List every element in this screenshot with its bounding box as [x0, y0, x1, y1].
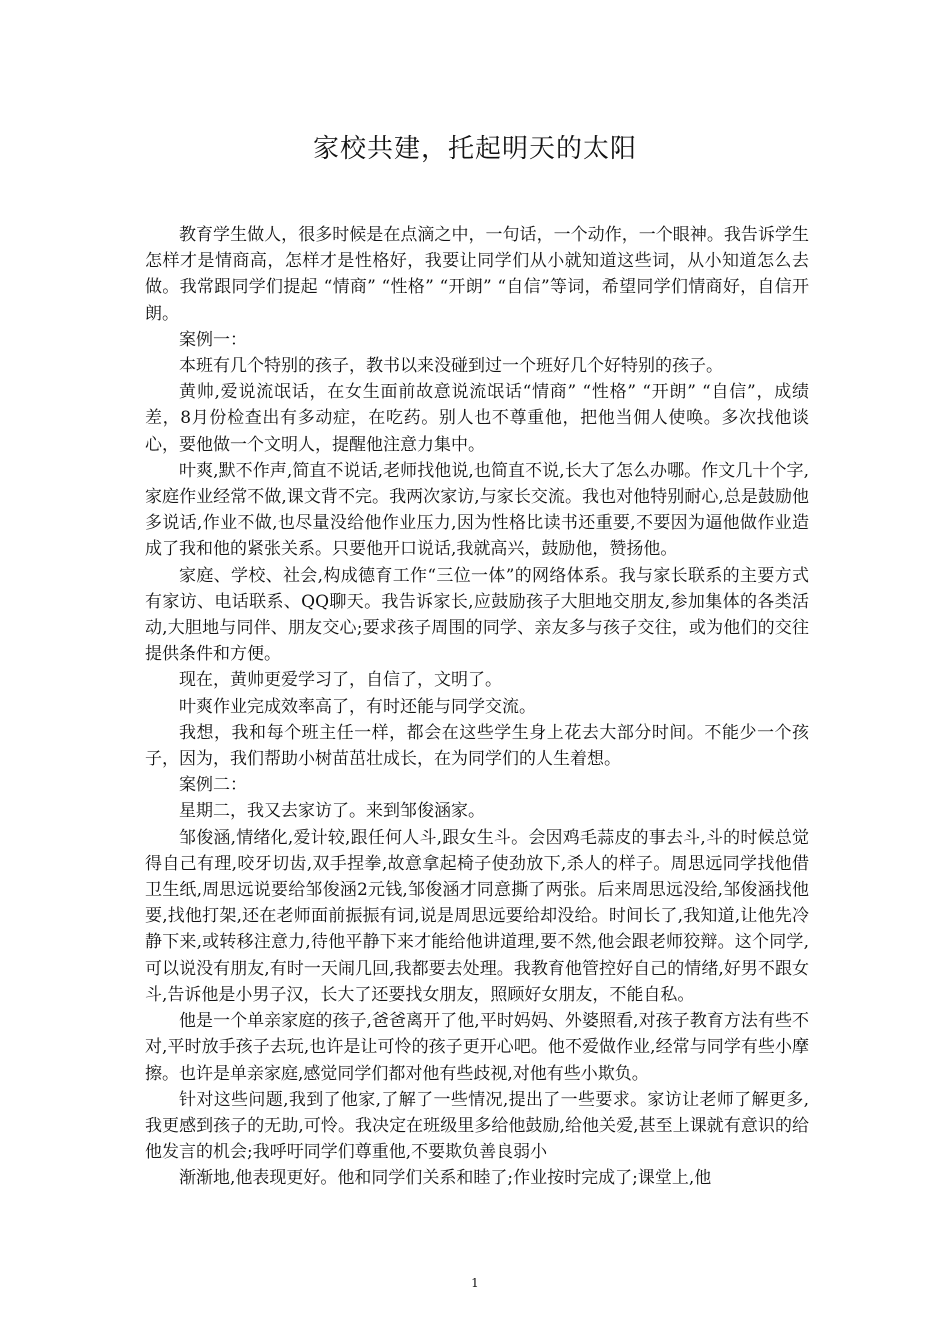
paragraph: 他是一个单亲家庭的孩子,爸爸离开了他,平时妈妈、外婆照看,对孩子教育方法有些不对,平时放手孩子去玩,也许是让可怜的孩子更开心吧。他不爱做作业,经常与同学有些小摩擦。也许是单亲家庭,感觉同学们都对他有些歧视,对他有些小欺负。 [145, 1011, 809, 1084]
paragraph: 教育学生做人，很多时候是在点滴之中，一句话，一个动作，一个眼神。我告诉学生怎样才是情商高，怎样才是性格好，我要让同学们从小就知道这些词，从小知道怎么去做。我常跟同学们提起 “情商” “性格” “开朗” “自信”等词，希望同学们情商好，自信开朗。 [145, 225, 809, 324]
paragraph: 渐渐地,他表现更好。他和同学们关系和睦了;作业按时完成了;课堂上,他 [179, 1168, 712, 1189]
case-heading: 案例一： [179, 329, 247, 350]
document-body [145, 222, 809, 1192]
paragraph: 叶爽作业完成效率高了，有时还能与同学交流。 [179, 696, 536, 717]
paragraph: 邹俊涵,情绪化,爱计较,跟任何人斗,跟女生斗。会因鸡毛蒜皮的事去斗,斗的时候总觉得自己有理,咬牙切齿,双手捏拳,故意拿起椅子使劲放下,杀人的样子。周思远同学找他借卫生纸,周思远说要给邹俊涵2元钱,邹俊涵才同意撕了两张。后来周思远没给,邹俊涵找他要,找他打架,还在老师面前振振有词,说是周思远要给却没给。时间长了,我知道,让他先冷静下来,或转移注意力,待他平静下来才能给他讲道理,要不然,他会跟老师狡辩。这个同学,可以说没有朋友,有时一天闹几回,我都要去处理。我教育他管控好自己的情绪,好男不跟女斗,告诉他是小男子汉，长大了还要找女朋友，照顾好女朋友，不能自私。 [145, 827, 809, 1005]
paragraph: 现在，黄帅更爱学习了，自信了，文明了。 [179, 670, 502, 691]
paragraph: 本班有几个特别的孩子，教书以来没碰到过一个班好几个好特别的孩子。 [179, 356, 723, 377]
paragraph: 星期二，我又去家访了。来到邹俊涵家。 [179, 801, 485, 822]
case-heading: 案例二： [179, 775, 247, 796]
paragraph: 叶爽,默不作声,简直不说话,老师找他说,也简直不说,长大了怎么办哪。作文几十个字,家庭作业经常不做,课文背不完。我两次家访,与家长交流。我也对他特别耐心,总是鼓励他多说话,作业不做,也尽量没给他作业压力,因为性格比读书还重要,不要因为逼他做作业造成了我和他的紧张关系。只要他开口说话,我就高兴，鼓励他，赞扬他。 [145, 460, 809, 560]
page-number: 1 [471, 1276, 479, 1290]
paragraph: 黄帅,爱说流氓话，在女生面前故意说流氓话“情商” “性格” “开朗” “自信”，成绩差，8月份检查出有多动症，在吃药。别人也不尊重他，把他当佣人使唤。多次找他谈心，要他做一个文明人，提醒他注意力集中。 [145, 382, 809, 455]
paragraph: 家庭、学校、社会,构成德育工作“三位一体”的网络体系。我与家长联系的主要方式有家访、电话联系、QQ聊天。我告诉家长,应鼓励孩子大胆地交朋友,参加集体的各类活动,大胆地与同伴、朋友交心;要求孩子周围的同学、亲友多与孩子交往，或为他们的交往提供条件和方便。 [145, 565, 809, 665]
paragraph: 我想，我和每个班主任一样，都会在这些学生身上花去大部分时间。不能少一个孩子，因为，我们帮助小树苗茁壮成长，在为同学们的人生着想。 [145, 722, 809, 770]
paragraph: 针对这些问题,我到了他家,了解了一些情况,提出了一些要求。家访让老师了解更多,我更感到孩子的无助,可怜。我决定在班级里多给他鼓励,给他关爱,甚至上课就有意识的给他发言的机会;我呼吁同学们尊重他,不要欺负善良弱小 [145, 1089, 809, 1163]
document-title: 家校共建，托起明天的太阳 [312, 134, 637, 164]
